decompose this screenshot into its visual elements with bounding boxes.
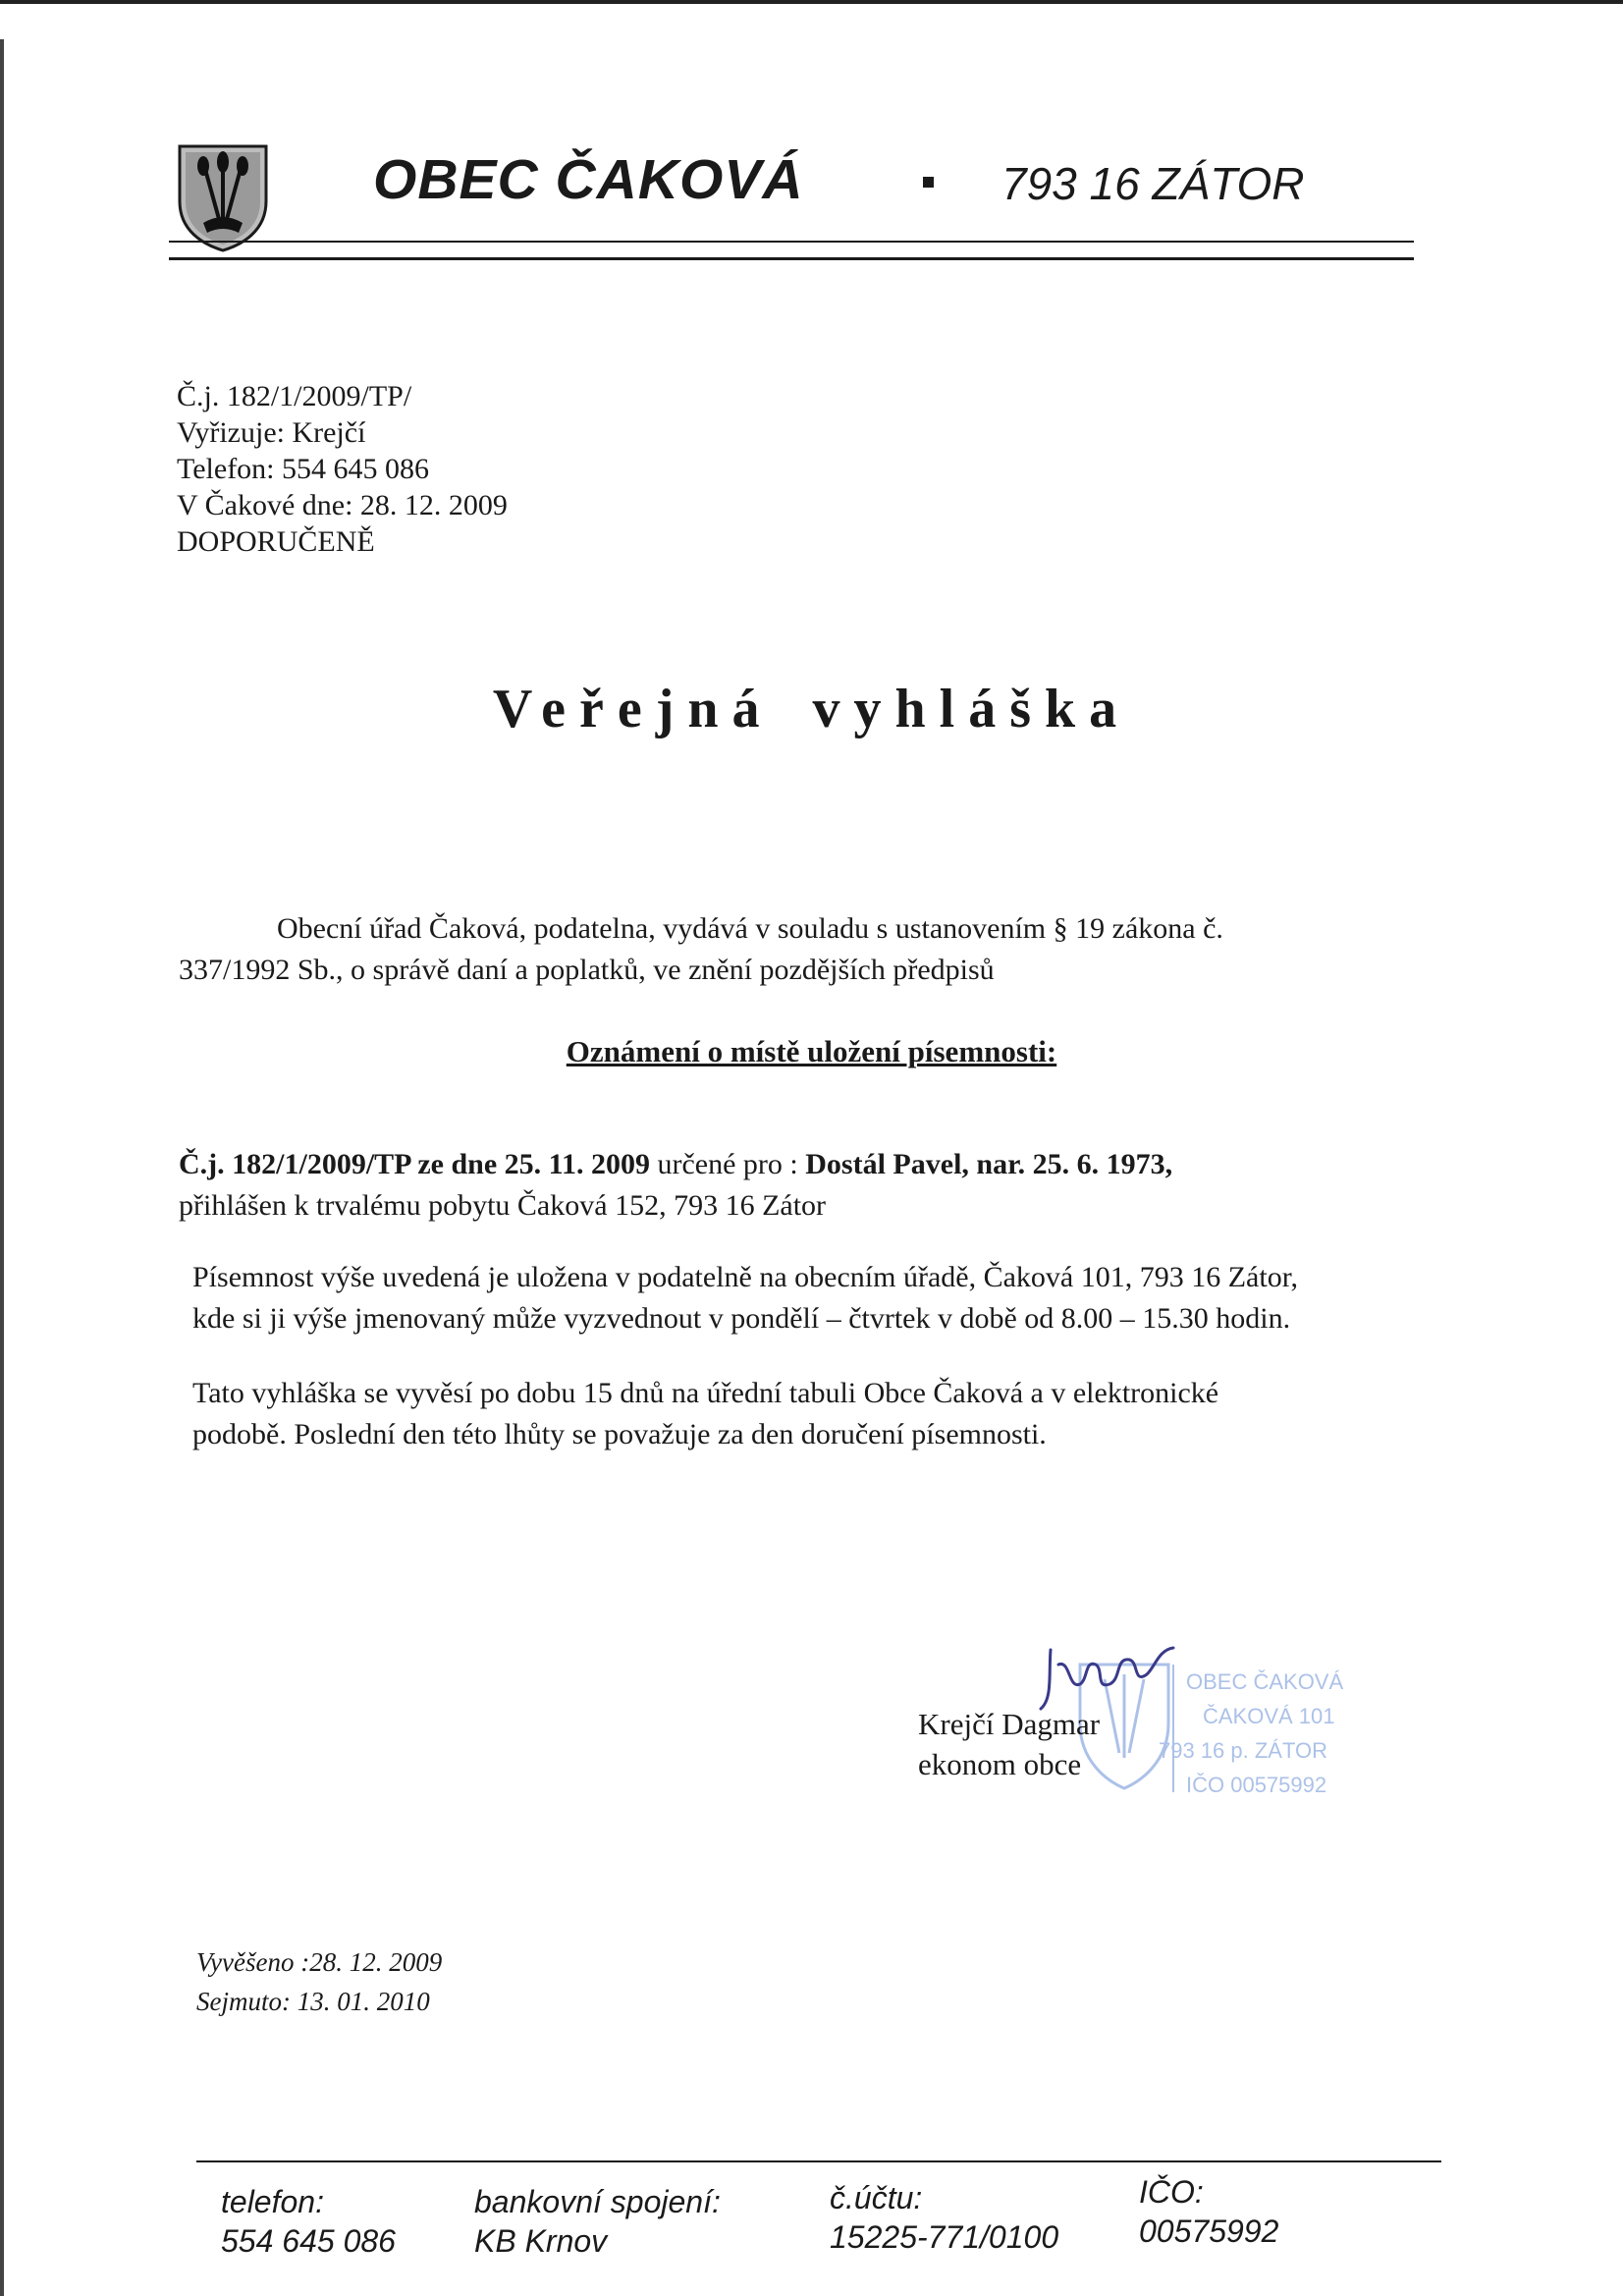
footer-account-value: 15225-771/0100 — [830, 2219, 1059, 2255]
footer-bank — [474, 2182, 721, 2261]
footer-bank-label: bankovní spojení: — [474, 2184, 721, 2219]
storage-line-1: Písemnost výše uvedená je uložena v podatelně na obecním úřadě, Čaková 101, 793 16 Zátor, — [192, 1261, 1298, 1293]
notice-person: Dostál Pavel, nar. 25. 6. 1973, — [805, 1148, 1173, 1180]
document-headline — [0, 678, 1623, 740]
footer-phone-label: telefon: — [221, 2184, 324, 2219]
municipality-address: 793 16 ZÁTOR — [1001, 158, 1305, 209]
footer-ico-label: IČO: — [1139, 2174, 1204, 2210]
reference-block — [177, 378, 508, 560]
svg-text:ČAKOVÁ 101: ČAKOVÁ 101 — [1203, 1704, 1335, 1728]
headline-word-2: vyhláška — [812, 679, 1131, 739]
notice-reference: Č.j. 182/1/2009/TP ze dne 25. 11. 2009 — [179, 1148, 650, 1180]
footer-phone-value: 554 645 086 — [221, 2223, 396, 2259]
delivery-type: DOPORUČENĚ — [177, 525, 375, 558]
intro-paragraph — [179, 908, 1421, 991]
letterhead-bullet — [923, 177, 934, 188]
reference-number: Č.j. 182/1/2009/TP/ — [177, 380, 412, 412]
storage-line-2: kde si ji výše jmenovaný může vyzvednout v pondělí – čtvrtek v době od 8.00 – 15.30 hodin. — [192, 1302, 1291, 1335]
footer-ico-value: 00575992 — [1139, 2214, 1279, 2249]
signer-name: Krejčí Dagmar — [918, 1707, 1101, 1741]
municipality-title: OBEC ČAKOVÁ — [373, 148, 804, 211]
storage-paragraph — [192, 1257, 1425, 1339]
letterhead-rule-lower — [169, 257, 1414, 260]
footer-account-label: č.účtu: — [830, 2180, 923, 2215]
handled-by: Vyřizuje: Krejčí — [177, 416, 366, 449]
scan-edge-top — [0, 0, 1623, 4]
footer-bank-value: KB Krnov — [474, 2223, 608, 2259]
scan-edge-left — [0, 39, 4, 2296]
posting-line-2: podobě. Poslední den této lhůty se považuje za den doručení písemnosti. — [192, 1418, 1047, 1450]
intro-line-2: 337/1992 Sb., o správě daní a poplatků, ve znění pozdějších předpisů — [179, 954, 995, 986]
svg-text:OBEC ČAKOVÁ: OBEC ČAKOVÁ — [1186, 1669, 1344, 1694]
posting-paragraph — [192, 1373, 1425, 1455]
removed-date: Sejmuto: 13. 01. 2010 — [196, 1987, 430, 2016]
notice-line-2: přihlášen k trvalému pobytu Čaková 152, 793 16 Zátor — [179, 1189, 827, 1222]
notice-line-1 — [179, 1144, 1421, 1185]
svg-text:IČO 00575992: IČO 00575992 — [1186, 1773, 1327, 1797]
svg-text:793 16 p. ZÁTOR: 793 16 p. ZÁTOR — [1159, 1738, 1328, 1763]
letterhead-rule-upper — [169, 241, 1414, 243]
posted-date: Vyvěšeno :28. 12. 2009 — [196, 1947, 443, 1977]
footer-rule — [196, 2160, 1441, 2162]
headline-word-1: Veřejná — [492, 679, 774, 739]
signer-role: ekonom obce — [918, 1747, 1082, 1781]
footer-account — [830, 2178, 1058, 2257]
telephone-line: Telefon: 554 645 086 — [177, 453, 430, 485]
issue-date: V Čakové dne: 28. 12. 2009 — [177, 489, 508, 521]
intro-line-1: Obecní úřad Čaková, podatelna, vydává v souladu s ustanovením § 19 zákona č. — [277, 912, 1223, 945]
signer-block — [918, 1704, 1100, 1784]
municipal-coat-of-arms-icon — [174, 142, 272, 252]
footer-phone — [221, 2182, 396, 2261]
notice-intended-for: určené pro : — [650, 1148, 806, 1180]
notice-title: Oznámení o místě uložení písemnosti: — [566, 1034, 1057, 1068]
footer-ico — [1139, 2172, 1278, 2251]
posting-line-1: Tato vyhláška se vyvěsí po dobu 15 dnů na úřední tabuli Obce Čaková a v elektronické — [192, 1377, 1219, 1409]
notice-recipient-paragraph — [179, 1144, 1421, 1227]
posting-dates — [196, 1942, 442, 2021]
